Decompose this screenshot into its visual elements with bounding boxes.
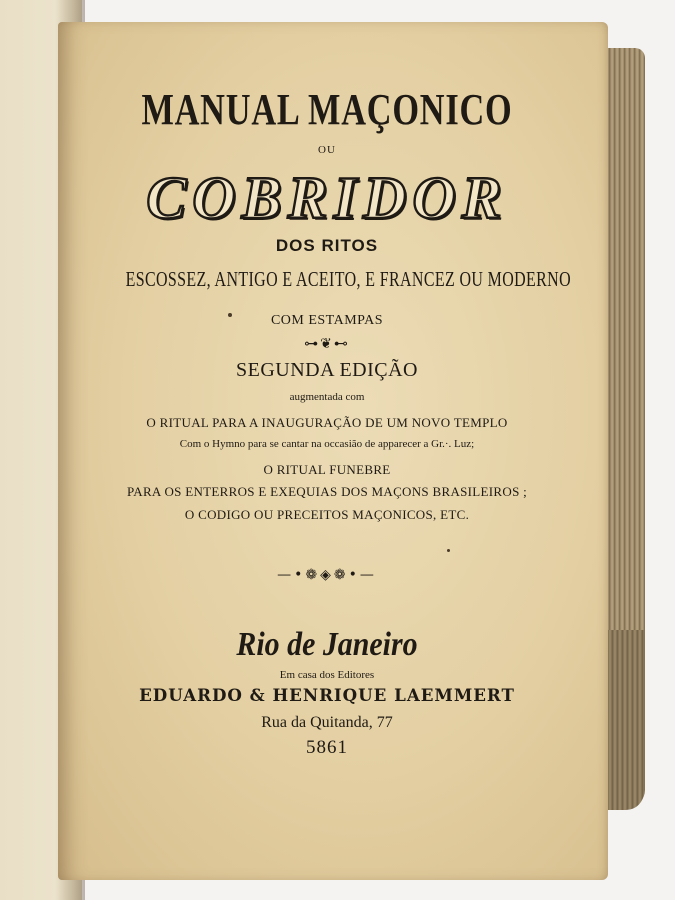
contents-line-1: O RITUAL PARA A INAUGURAÇÃO DE UM NOVO TEMPLO: [146, 415, 508, 430]
rites-heading: DOS RITOS: [275, 236, 379, 255]
title-page-text: [62, 0, 592, 900]
title-connector: OU: [318, 144, 336, 156]
publisher-address: Rua da Quitanda, 77: [261, 714, 393, 731]
publisher-name: EDUARDO & HENRIQUE LAEMMERT: [139, 686, 515, 706]
contents-line-2: Com o Hymno para se cantar na occasião de apparecer a Gr.·. Luz;: [179, 438, 475, 450]
illustrations-note: COM ESTAMPAS: [270, 313, 384, 328]
augmented-note: augmentada com: [289, 391, 365, 403]
edition-label: SEGUNDA EDIÇÃO: [236, 359, 418, 381]
contents-line-4: PARA OS ENTERROS E EXEQUIAS DOS MAÇONS BRASILEIROS ;: [126, 484, 528, 499]
contents-line-5: O CODIGO OU PRECEITOS MAÇONICOS, ETC.: [184, 507, 470, 522]
ornament-divider-top: ⊶❦⊷: [304, 336, 350, 352]
ornament-divider-bottom: —•❁◈❁•—: [277, 567, 377, 583]
ink-spot: [228, 313, 232, 317]
publisher-intro: Em casa dos Editores: [279, 669, 375, 681]
ink-spot: [447, 549, 450, 552]
book-subtitle: COBRIDOR: [146, 165, 508, 231]
publication-year: 5861: [306, 737, 348, 758]
contents-line-3: O RITUAL FUNEBRE: [263, 462, 391, 477]
publication-city: Rio de Janeiro: [236, 626, 418, 663]
book-title: MANUAL MAÇONICO: [141, 85, 513, 134]
rites-list: ESCOSSEZ, ANTIGO E ACEITO, E FRANCEZ OU MODERNO: [125, 267, 572, 291]
